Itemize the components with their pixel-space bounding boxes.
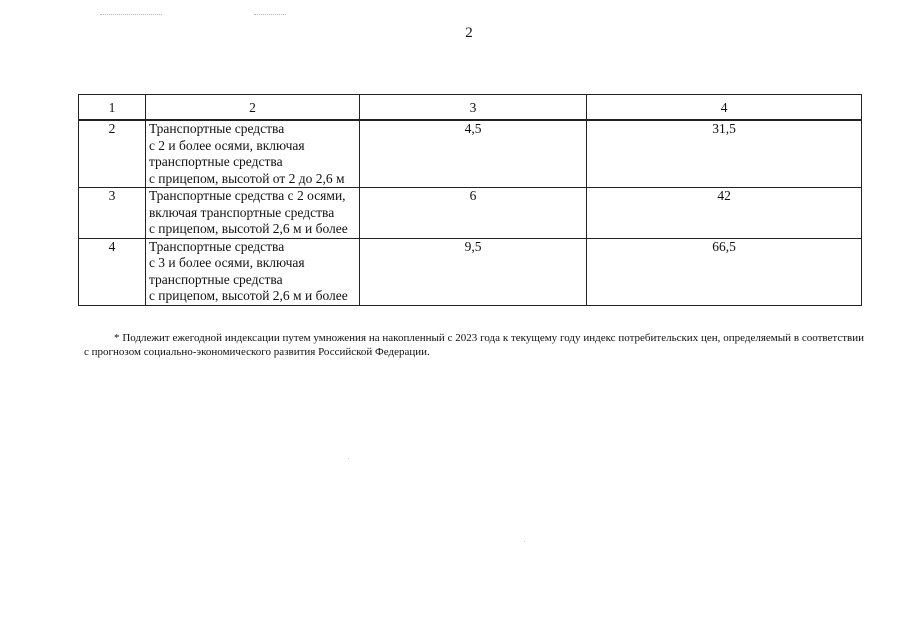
- table-row: [79, 238, 862, 305]
- table-row: [79, 188, 862, 239]
- description-line: Транспортные средства: [148, 121, 285, 136]
- description-line: с прицепом, высотой 2,6 м и более: [148, 288, 348, 303]
- value-column-4: 42: [587, 188, 862, 239]
- row-number: 2: [79, 120, 146, 188]
- tariff-table: [78, 94, 862, 306]
- description-line: с 3 и более осями, включая: [148, 255, 305, 270]
- description-line: с прицепом, высотой 2,6 м и более: [148, 221, 348, 236]
- value-column-4: 31,5: [587, 120, 862, 188]
- description-line: транспортные средства: [148, 271, 283, 287]
- description-line: с прицепом, высотой от 2 до 2,6 м: [148, 170, 345, 186]
- value-column-3: 4,5: [359, 120, 586, 188]
- page-number: 2: [465, 25, 473, 41]
- description-line: Транспортные средства: [148, 238, 285, 254]
- header-cell-1: 1: [79, 95, 146, 121]
- header-cell-3: 3: [359, 95, 586, 121]
- header-cell-2: 2: [145, 95, 359, 121]
- row-number: 3: [79, 188, 146, 239]
- scan-artifact: [254, 14, 286, 16]
- description-line: Транспортные средства с 2 осями,: [148, 188, 346, 203]
- scan-artifact: [348, 458, 349, 459]
- vehicle-description: [145, 120, 359, 188]
- description-line: с 2 и более осями, включая: [148, 137, 305, 153]
- value-column-3: 6: [359, 188, 586, 239]
- footnote: * Подлежит ежегодной индексации путем умножения на накопленный с 2023 года к текущему году индекс потребительских цен, определяемый в соответствии с прогнозом социально-экономического развития Российской Федерации.: [84, 332, 864, 358]
- table-header-row: [79, 95, 862, 121]
- row-number: 4: [79, 238, 146, 305]
- value-column-4: 66,5: [587, 238, 862, 305]
- scan-artifact: [100, 14, 162, 16]
- description-line: транспортные средства: [148, 154, 283, 169]
- table-row: [79, 120, 862, 188]
- vehicle-description: [145, 188, 359, 239]
- vehicle-description: [145, 238, 359, 305]
- value-column-3: 9,5: [359, 238, 586, 305]
- scan-artifact: [524, 541, 525, 542]
- description-line: включая транспортные средства: [148, 204, 335, 220]
- header-cell-4: 4: [587, 95, 862, 121]
